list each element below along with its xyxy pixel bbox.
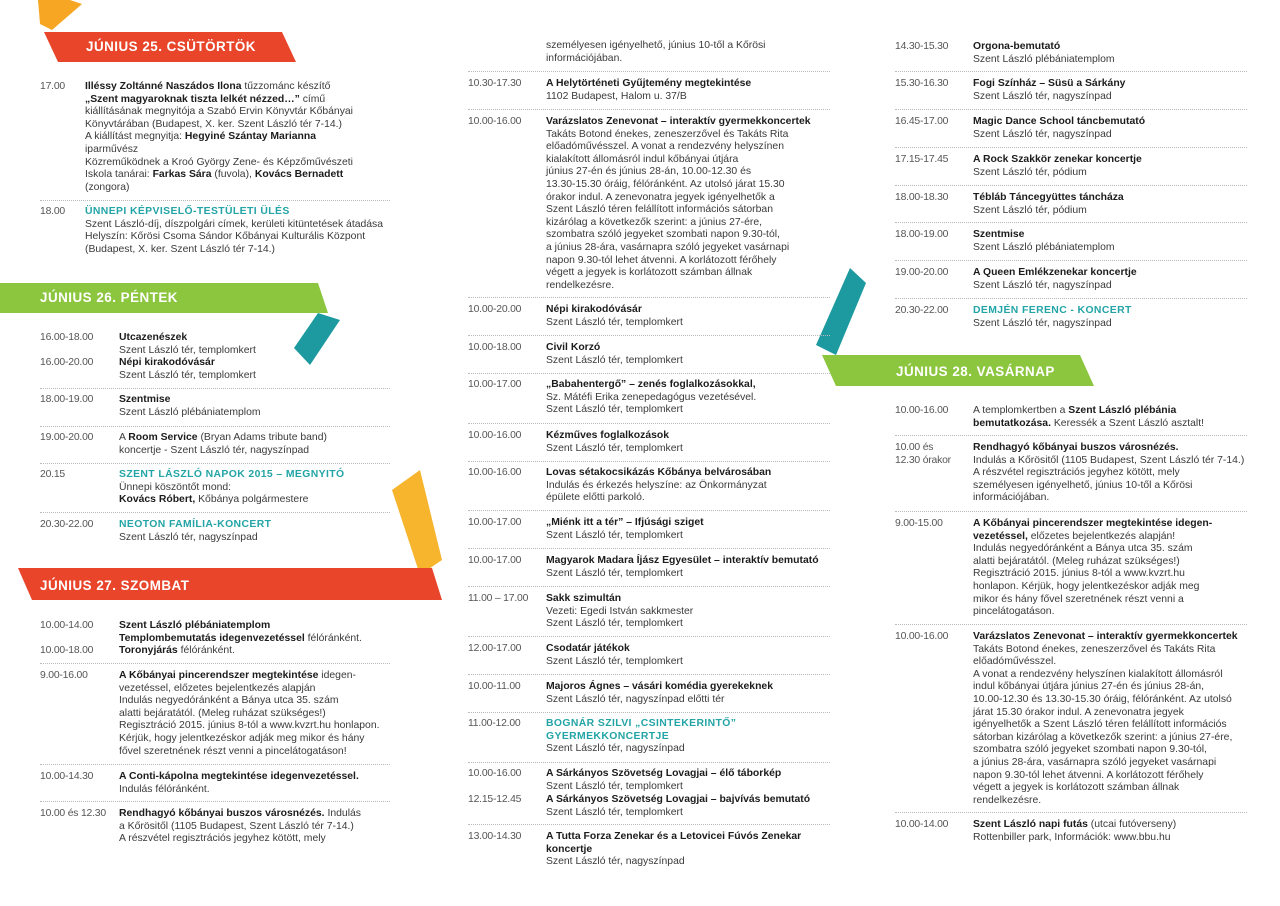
day-header-june-27: JÚNIUS 27. SZOMBAT (40, 578, 190, 593)
description-line: napon 9.30-tól lehet átvenni. A korlátozott férőhely (973, 769, 1204, 781)
description-line: rendelkezésre. (973, 794, 1042, 806)
description-line: Takáts Botond énekes, zeneszerzővel és Takáts Rita (973, 643, 1216, 655)
divider (468, 423, 830, 424)
divider (468, 297, 830, 298)
divider (40, 463, 390, 464)
divider (468, 109, 830, 110)
description-line: információjában. (973, 492, 1050, 504)
column-2: személyesen igényelhető, június 10-től a Kőrösi információjában. 10.30-17.30 A Helytörténeti Gyűjtemény megtekintése 1102 Budapest, Halom u. 37/B 10.00-16.00 Varázslatos Zenevonat – interaktív gyermekkoncertek Takáts Botond énekes, zeneszerzővel és Takáts Rita előadóművésszel. A vonat a rendezvény helyszínen kialakított állomásról indul kőbányai útjára június 27-én és június 28-án, 10.00-12.30 és 13.30-15.30 óráig, félóránként. Az utolsó járat 15.30 órakor indul. A zenevonatra jegyek igényelhetők a Szent László téren felállított információs sátorban kizárólag a következők szerint: a június 27-ére, szombatra szóló jegyeket szombati napon 9.30-tól, a június 28-ára, vasárnapra szóló jegyeket vasárnapi napon 9.30-tól lehet átvenni. A korlátozott férőhely végett a jegyek is korlátozott számban állnak rendelkezésre. 10.00-20.00 Népi kirakodóvásár Szent László tér, templomkert 10.00-18.00 Civil Korzó Szent László tér, templomkert 10.00-17.00 „Babahentergő” – zenés foglalkozásokkal, Sz. Mátéfi Erika zenepedagógus vezetésével. Szent László tér, templomkert 10.00-16.00 Kézműves foglalkozások Szent László tér, templomkert 10.00-16.00 Lovas sétakocsikázás Kőbánya belvárosában Indulás és érkezés helyszíne: az Önkormányzat épülete előtti parkoló. 10.00-17.00 „Miénk itt a tér” – Ifjúsági sziget Szent László tér, templomkert 10.00-17.00 Magyarok Madara Íjász Egyesület – interaktív bemutató Szent László tér, templomkert 11.00 – 17.00 Sakk szimultán Vezeti: Egedi István sakkmester Szent László tér, templomkert 12.00-17.00 Csodatár játékok Szent László tér, templomkert 10.00-11.00 Majoros Ágnes – vásári komédia gyerekeknek Szent László tér, nagyszínpad előtti tér 11.00-12.00 BOGNÁR SZILVI „CSINTEKERINTŐ” GYERMEKKONCERTJE Szent László tér, nagyszínpad 10.00-16.00 A Sárkányos Szövetség Lovagjai – élő táborkép Szent László tér, templomkert 12.15-12.45 A Sárkányos Szövetség Lovagjai – bajvívás bemutató Szent László tér, templomkert 13.00-14.30 A Tutta Forza Zenekar és a Letovicei Fúvós Zenekar koncertje Szent László tér, nagyszínpad (468, 0, 830, 906)
description-line: kizárólag a következők szerint: a június 27-ére, (546, 216, 763, 228)
day-header-june-28: JÚNIUS 28. VASÁRNAP (896, 364, 1055, 379)
divider (895, 812, 1247, 813)
divider (468, 548, 830, 549)
divider (468, 510, 830, 511)
description-line: szombatra szóló jegyeket szombati napon 9.30-tól, (546, 229, 780, 241)
description-line: sátorban kizárólag a következők szerint: a június 27-ére, (973, 731, 1233, 743)
divider (40, 663, 390, 664)
divider (895, 624, 1247, 625)
description-line: Regisztráció 2015. június 8-tól a www.kvzrt.hu (973, 568, 1185, 580)
description-line: a június 28-ára, vasárnapra szóló jegyeket vasárnapi (973, 756, 1217, 768)
divider (895, 109, 1247, 110)
divider (40, 801, 390, 802)
description-line: órakor indul. A zenevonatra jegyek igényelhetők a (546, 191, 775, 203)
divider (468, 824, 830, 825)
description-line: 10.00-12.30 és 13.30-15.30 óráig, félóránként. Az utolsó (973, 693, 1232, 705)
divider (895, 71, 1247, 72)
divider (895, 260, 1247, 261)
day-header-june-26: JÚNIUS 26. PÉNTEK (40, 290, 178, 305)
description-line: végett a jegyek is korlátozott számban állnak (546, 267, 753, 279)
divider (40, 512, 390, 513)
description-line: indul kőbányai útjára június 27-én és június 28-án, (973, 681, 1205, 693)
divider (468, 674, 830, 675)
divider (468, 586, 830, 587)
description-line: Indulás negyedóránként a Bánya utca 35. szám (973, 543, 1193, 555)
column-1: 17.00 Illéssy Zoltánné Naszádos Ilona tűzzománc készítő „Szent magyaroknak tiszta lelkét nézzed…” című kiállításának megnyitója a Szabó Ervin Könyvtár Kőbányai Könyvtárában (Budapest, X. ker. Szent László tér 7-14.) A kiállítást megnyitja: Hegyiné Szántay Marianna iparművész Közreműködnek a Kroó György Zene- és Képzőművészeti Iskola tanárai: Farkas Sára (fuvola), Kovács Bernadett (zongora) 18.00 ÜNNEPI KÉPVISELŐ-TESTÜLETI ÜLÉS Szent László-díj, díszpolgári címek, kerületi kitüntetések átadása Helyszín: Kőrösi Csoma Sándor Kőbányai Kulturális Központ (Budapest, X. ker. Szent László tér 7-14.) 16.00-18.00 Utcazenészek Szent László tér, templomkert 16.00-20.00 Népi kirakodóvásár Szent László tér, templomkert 18.00-19.00 Szentmise Szent László plébániatemplom 19.00-20.00 A Room Service (Bryan Adams tribute band) koncertje - Szent László tér, nagyszínpad 20.15 SZENT LÁSZLÓ NAPOK 2015 – MEGNYITÓ Ünnepi köszöntőt mond: Kovács Róbert, Kőbánya polgármestere 20.30-22.00 NEOTON FAMÍLIA-KONCERT Szent László tér, nagyszínpad 10.00-14.00 Szent László plébániatemplom Templombemutatás idegenvezetéssel félóránként. 10.00-18.00 Toronyjárás félóránként. 9.00-16.00 A Kőbányai pincerendszer megtekintése idegen- vezetéssel, előzetes bejelentkezés alapján Indulás negyedóránként a Bánya utca 35. szám alatti bejáratától. (Meleg ruházat szükséges!) Regisztráció 2015. június 8-tól a www.kvzrt.hu honlapon. Kérjük, hogy jelentkezéskor adják meg mikor és hány fővel szeretnének részt venni a pincelátogatáson! 10.00-14.30 A Conti-kápolna megtekintése idegenvezetéssel. Indulás félóránként. 10.00 és 12.30 Rendhagyó kőbányai buszos városnézés. Indulás a Kőrösitől (1105 Budapest, Szent László tér 7-14.) A részvétel regisztrációs jegyhez kötött, mely (40, 0, 390, 906)
description-line: végett a jegyek is korlátozott számban állnak (973, 782, 1180, 794)
description-line: személyesen igényelhető, június 10-től a Kőrösi (973, 479, 1193, 491)
description-line: alatti bejáratától. (Meleg ruházat szükséges!) (973, 555, 1180, 567)
description-line: járat 15.30 órakor indul. A zenevonatra jegyek (973, 706, 1184, 718)
description-line: előadóművésszel. (973, 656, 1057, 668)
divider (895, 511, 1247, 512)
description-line: a június 28-ára, vasárnapra szóló jegyeket vasárnapi (546, 241, 790, 253)
divider (895, 222, 1247, 223)
divider (468, 335, 830, 336)
divider (468, 461, 830, 462)
description-line: 13.30-15.30 óráig, félóránként. Az utolsó járat 15.30 (546, 178, 785, 190)
description-line: június 27-én és június 28-án, 10.00-12.30 és (546, 166, 752, 178)
divider (468, 373, 830, 374)
description-line: A vonat a rendezvény helyszínen kialakított állomásról (973, 668, 1223, 680)
description-line: szombatra szóló jegyeket szombati napon 9.30-tól, (973, 744, 1207, 756)
day-header-june-25: JÚNIUS 25. CSÜTÖRTÖK (86, 39, 256, 54)
divider (895, 435, 1247, 436)
description-line: Szent László téren felállított információs sátorban (546, 204, 773, 216)
description-line: mikor és hány fővel szeretnének részt venni a (973, 593, 1184, 605)
divider (895, 147, 1247, 148)
description-line: Takáts Botond énekes, zeneszerzővel és Takáts Rita (546, 128, 789, 140)
description-line: Indulás a Kőrösitől (1105 Budapest, Szent László tér 7-14.) (973, 454, 1245, 466)
divider (40, 426, 390, 427)
description-line: igényelhetők a Szent László téren felállított információs (973, 719, 1227, 731)
description-line: rendelkezésre. (546, 279, 615, 291)
column-3: 14.30-15.30 Orgona-bemutató Szent László plébániatemplom 15.30-16.30 Fogi Színház – Süsü a Sárkány Szent László tér, nagyszínpad 16.45-17.00 Magic Dance School táncbemutató Szent László tér, nagyszínpad 17.15-17.45 A Rock Szakkör zenekar koncertje Szent László tér, pódium 18.00-18.30 Tébláb Táncegyüttes táncháza Szent László tér, pódium 18.00-19.00 Szentmise Szent László plébániatemplom 19.00-20.00 A Queen Emlékzenekar koncertje Szent László tér, nagyszínpad 20.30-22.00 DEMJÉN FERENC - KONCERT Szent László tér, nagyszínpad 10.00-16.00 A templomkertben a Szent László plébánia bemutatkozása. Keressék a Szent László asztalt! 10.00 és 12.30 órakor Rendhagyó kőbányai buszos városnézés. Indulás a Kőrösitől (1105 Budapest, Szent László tér 7-14.) A részvétel regisztrációs jegyhez kötött, mely személyesen igényelhető, június 10-től a Kőrösi információjában. 9.00-15.00 A Kőbányai pincerendszer megtekintése idegen- vezetéssel, előzetes bejelentkezés alapján! Indulás negyedóránként a Bánya utca 35. szám alatti bejáratától. (Meleg ruházat szükséges!) Regisztráció 2015. június 8-tól a www.kvzrt.hu honlapon. Kérjük, hogy jelentkezéskor adják meg mikor és hány fővel szeretnének részt venni a pincelátogatáson. 10.00-16.00 Varázslatos Zenevonat – interaktív gyermekkoncertek Takáts Botond énekes, zeneszerzővel és Takáts Rita előadóművésszel. A vonat a rendezvény helyszínen kialakított állomásról indul kőbányai útjára június 27-én és június 28-án, 10.00-12.30 és 13.30-15.30 óráig, félóránként. Az utolsó járat 15.30 órakor indul. A zenevonatra jegyek igényelhetők a Szent László téren felállított információs sátorban kizárólag a következők szerint: a június 27-ére, szombatra szóló jegyeket szombati napon 9.30-tól, a június 28-ára, vasárnapra szóló jegyeket vasárnapi napon 9.30-tól lehet átvenni. A korlátozott férőhely végett a jegyek is korlátozott számban állnak rendelkezésre. 10.00-14.00 Szent László napi futás (utcai futóverseny) Rottenbiller park, Információk: www.bbu.hu (895, 0, 1247, 906)
description-line: kialakított állomásról indul kőbányai útjára (546, 153, 739, 165)
divider (40, 764, 390, 765)
description-line: A részvétel regisztrációs jegyhez kötött, mely (973, 467, 1180, 479)
divider (468, 762, 830, 763)
description-line: napon 9.30-tól lehet átvenni. A korlátozott férőhely (546, 254, 777, 266)
divider (895, 185, 1247, 186)
description-line: pincelátogatáson. (973, 606, 1055, 618)
divider (468, 71, 830, 72)
divider (895, 298, 1247, 299)
divider (40, 200, 390, 201)
divider (468, 712, 830, 713)
divider (468, 636, 830, 637)
description-line: honlapon. Kérjük, hogy jelentkezéskor adják meg (973, 580, 1200, 592)
description-line: előadóművésszel. A vonat a rendezvény helyszínen (546, 141, 784, 153)
divider (40, 388, 390, 389)
